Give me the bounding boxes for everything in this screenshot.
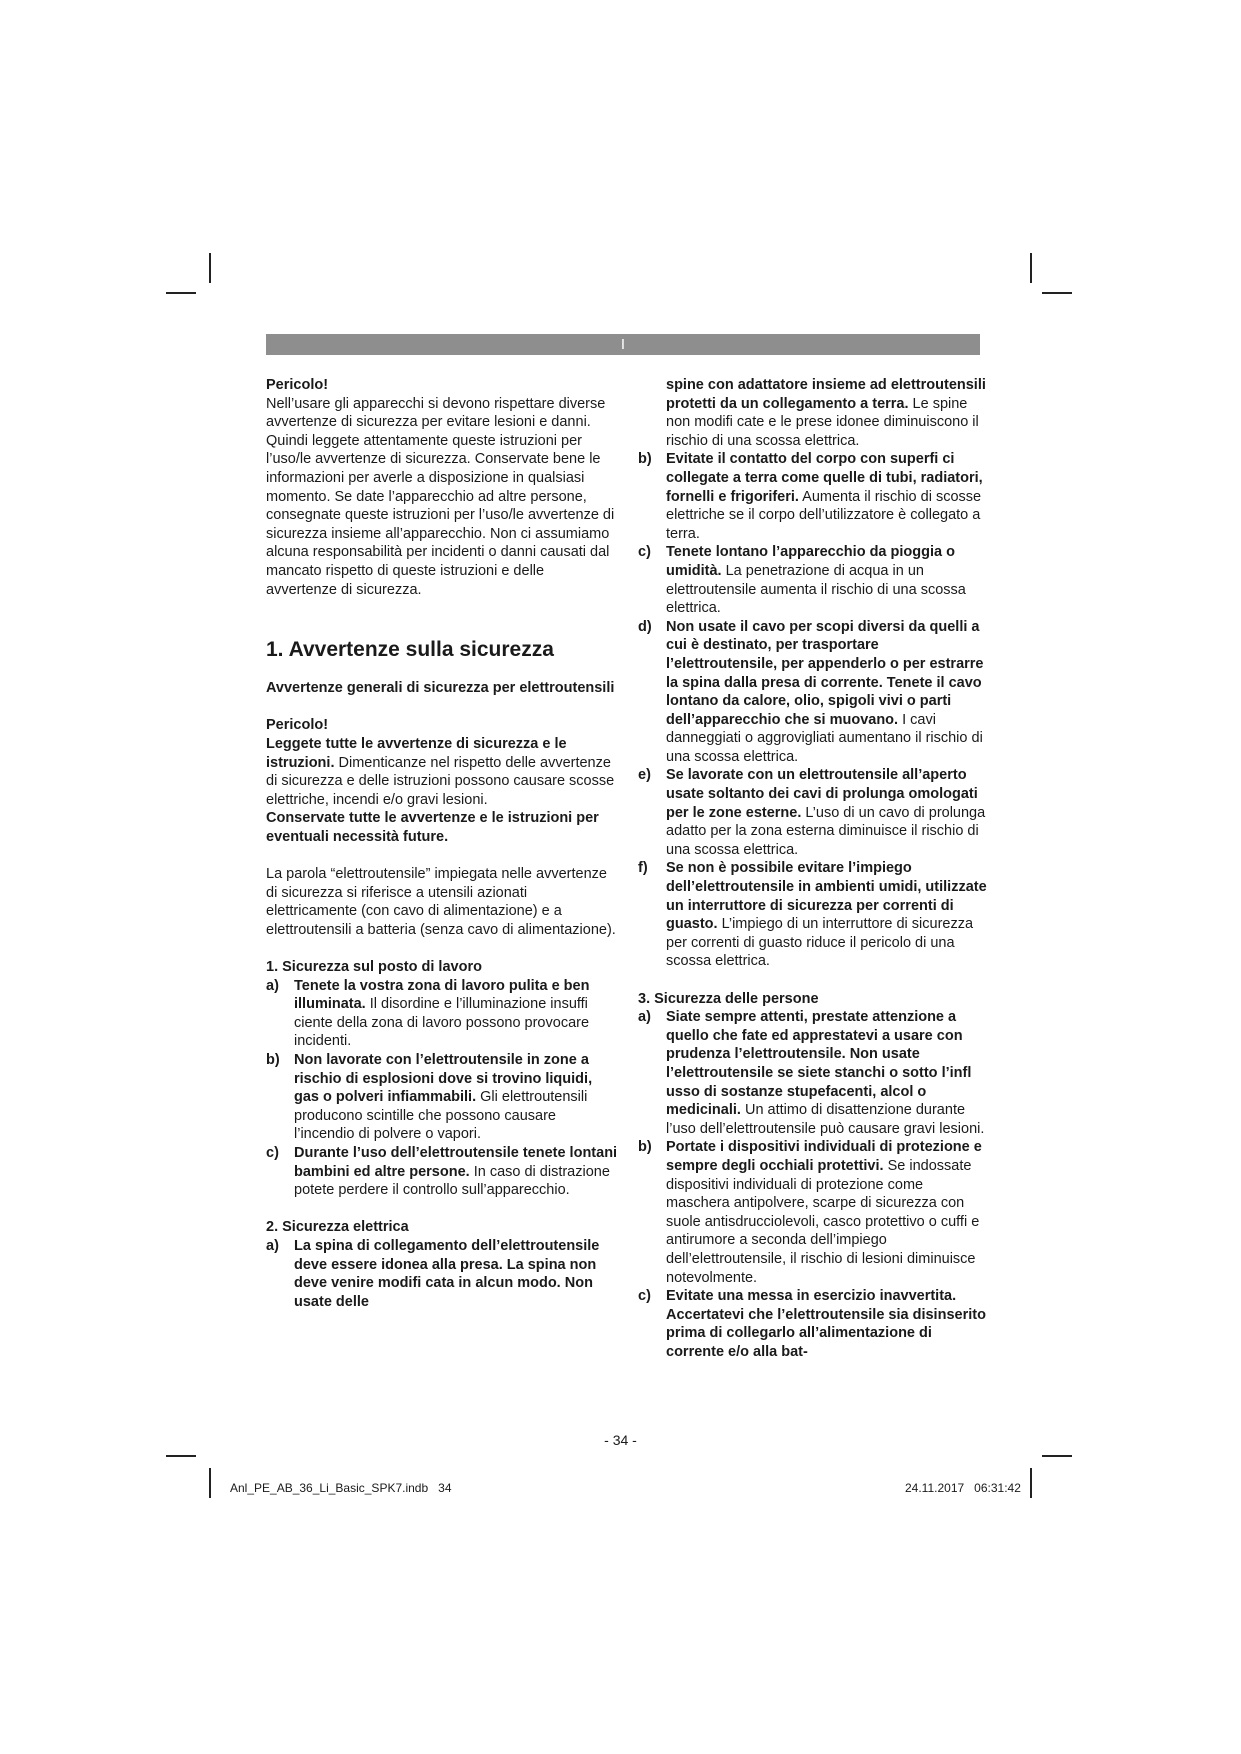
list-item: c) Tenete lontano l’apparecchio da pioggia o umidità. La penetrazione di acqua in un elettroutensile aumenta il rischio di una scossa elettrica.: [638, 544, 966, 617]
crop-mark: [166, 1455, 196, 1457]
list-item: f) Se non è possibile evitare l’impiego dell’elettroutensile in ambienti umidi, utilizzate un interruttore di sicurezza per correnti di guasto. L’impiego di un interruttore di sicurezza per correnti di guasto riduce il pericolo di una scossa elettrica.: [638, 860, 987, 970]
definition-paragraph: La parola “elettroutensile” impiegata nelle avvertenze di sicurezza si riferisce a utensili azionati elettricamente (con cavo di alimentazione) e a elettroutensili a batteria (senza cavo di alimentazione).: [266, 866, 616, 938]
footer-filename: Anl_PE_AB_36_Li_Basic_SPK7.indb 34: [230, 1481, 452, 1495]
list-item: b) Non lavorate con l’elettroutensile in zone a rischio di esplosioni dove si trovino liquidi, gas o polveri infiammabili. Gli elettroutensili producono scintille che possono causare l’incendio di polvere o vapori.: [266, 1052, 593, 1143]
language-mark: I: [620, 336, 626, 353]
crop-mark: [1042, 292, 1072, 294]
list-item: e) Se lavorate con un elettroutensile all’aperto usate soltanto dei cavi di prolunga omologati per le zone esterne. L’uso di un cavo di prolunga adatto per la zona esterna diminuisce il rischio di una scossa elettrica.: [638, 767, 986, 858]
crop-mark: [1030, 1468, 1032, 1498]
warning-title: Pericolo!: [266, 717, 329, 734]
crop-mark: [209, 1468, 211, 1498]
list-item: c) Durante l’uso dell’elettroutensile tenete lontani bambini ed altre persone. In caso di distrazione potete perdere il controllo sull’apparecchio.: [266, 1144, 618, 1199]
list-item: b) Evitate il contatto del corpo con superfi ci collegate a terra come quelle di tubi, radiatori, fornelli e frigoriferi. Aumenta il rischio di scosse elettriche se il corpo dell’utilizzatore è collegato a terra.: [638, 451, 983, 542]
crop-mark: [166, 292, 196, 294]
page-header-bar: [266, 334, 980, 355]
list-item: c) Evitate una messa in esercizio inavvertita. Accertatevi che l’elettroutensile sia disinserito prima di collegarlo all’alimentazione di corrente e/o alla bat-: [638, 1288, 986, 1360]
crop-mark: [1030, 253, 1032, 283]
subsection-title: 1. Sicurezza sul posto di lavoro: [266, 959, 482, 976]
warning-paragraph: [266, 735, 618, 809]
section-title: 1. Avvertenze sulla sicurezza: [266, 638, 554, 662]
warning-bold: Leggete tutte le avvertenze di sicurezza e le istruzioni.: [266, 735, 567, 771]
footer-datetime: 24.11.2017 06:31:42: [905, 1481, 1021, 1495]
crop-mark: [209, 253, 211, 283]
warning-bold: Conservate tutte le avvertenze e le istruzioni per eventuali necessità future.: [266, 810, 599, 845]
list-item-continued: spine con adattatore insieme ad elettroutensili protetti da un collegamento a terra. Le spine non modifi cate e le prese idonee diminuiscono il rischio di una scossa elettrica.: [666, 377, 986, 449]
page-number: - 34 -: [604, 1432, 637, 1448]
warning-text: Nell’usare gli apparecchi si devono rispettare diverse avvertenze di sicurezza per evitare lesioni e danni. Quindi leggete attentamente queste istruzioni per l’uso/le avvertenze di sicurezza. Conservate bene le informazioni per averle a disposizione in qualsiasi momento. Se date l’apparecchio ad altre persone, consegnate queste istruzioni per l’uso/le avvertenze di sicurezza insieme all’apparecchio. Non ci assumiamo alcuna responsabilità per incidenti o danni causati dal mancato rispetto di queste istruzioni e delle avvertenze di sicurezza.: [266, 395, 615, 598]
list-item: b) Portate i dispositivi individuali di protezione e sempre degli occhiali protettivi. Se indossate dispositivi individuali di protezione come maschera antipolvere, scarpe di sicurezza con suole antisdrucciolevoli, casco protettivo o cuffi e antirumore a seconda dell’impiego dell’elettroutensile, il rischio di lesioni diminuisce notevolmente.: [638, 1139, 982, 1286]
crop-mark: [1042, 1455, 1072, 1457]
list-item: a) La spina di collegamento dell’elettroutensile deve essere idonea alla presa. La spina non deve venire modifi cata in alcun modo. Non usate delle: [266, 1237, 600, 1310]
subsection-title: 3. Sicurezza delle persone: [638, 990, 819, 1007]
list-item: a) Siate sempre attenti, prestate attenzione a quello che fate ed apprestatevi a usare con prudenza l’elettroutensile. Non usate l’elettroutensile se siete stanchi o sotto l’infl usso di sostanze stupefacenti, alcol o medicinali. Un attimo di disattenzione durante l’uso dell’elettroutensile può causare gravi lesioni.: [638, 1009, 985, 1137]
list-item: a) Tenete la vostra zona di lavoro pulita e ben illuminata. Il disordine e l’illuminazione insuffi ciente della zona di lavoro possono provocare incidenti.: [266, 977, 590, 1050]
warning-text: Dimenticanze nel rispetto delle avvertenze di sicurezza e delle istruzioni possono causare scosse elettriche, incendi e/o gravi lesioni.: [266, 754, 615, 808]
warning-title: Pericolo!: [266, 377, 329, 393]
left-column: [266, 376, 618, 1311]
list-item: d) Non usate il cavo per scopi diversi da quelli a cui è destinato, per trasportare l’elettroutensile, per appenderlo o per estrarre la spina dalla presa di corrente. Tenete il cavo lontano da calore, olio, spigoli vivi o parti dell’apparecchio che si muovano. I cavi danneggiati o aggrovigliati aumentano il rischio di una scossa elettrica.: [638, 618, 984, 765]
subsection-title: 2. Sicurezza elettrica: [266, 1219, 409, 1236]
subheading: Avvertenze generali di sicurezza per elettroutensili: [266, 680, 615, 697]
right-column: [638, 376, 990, 1361]
